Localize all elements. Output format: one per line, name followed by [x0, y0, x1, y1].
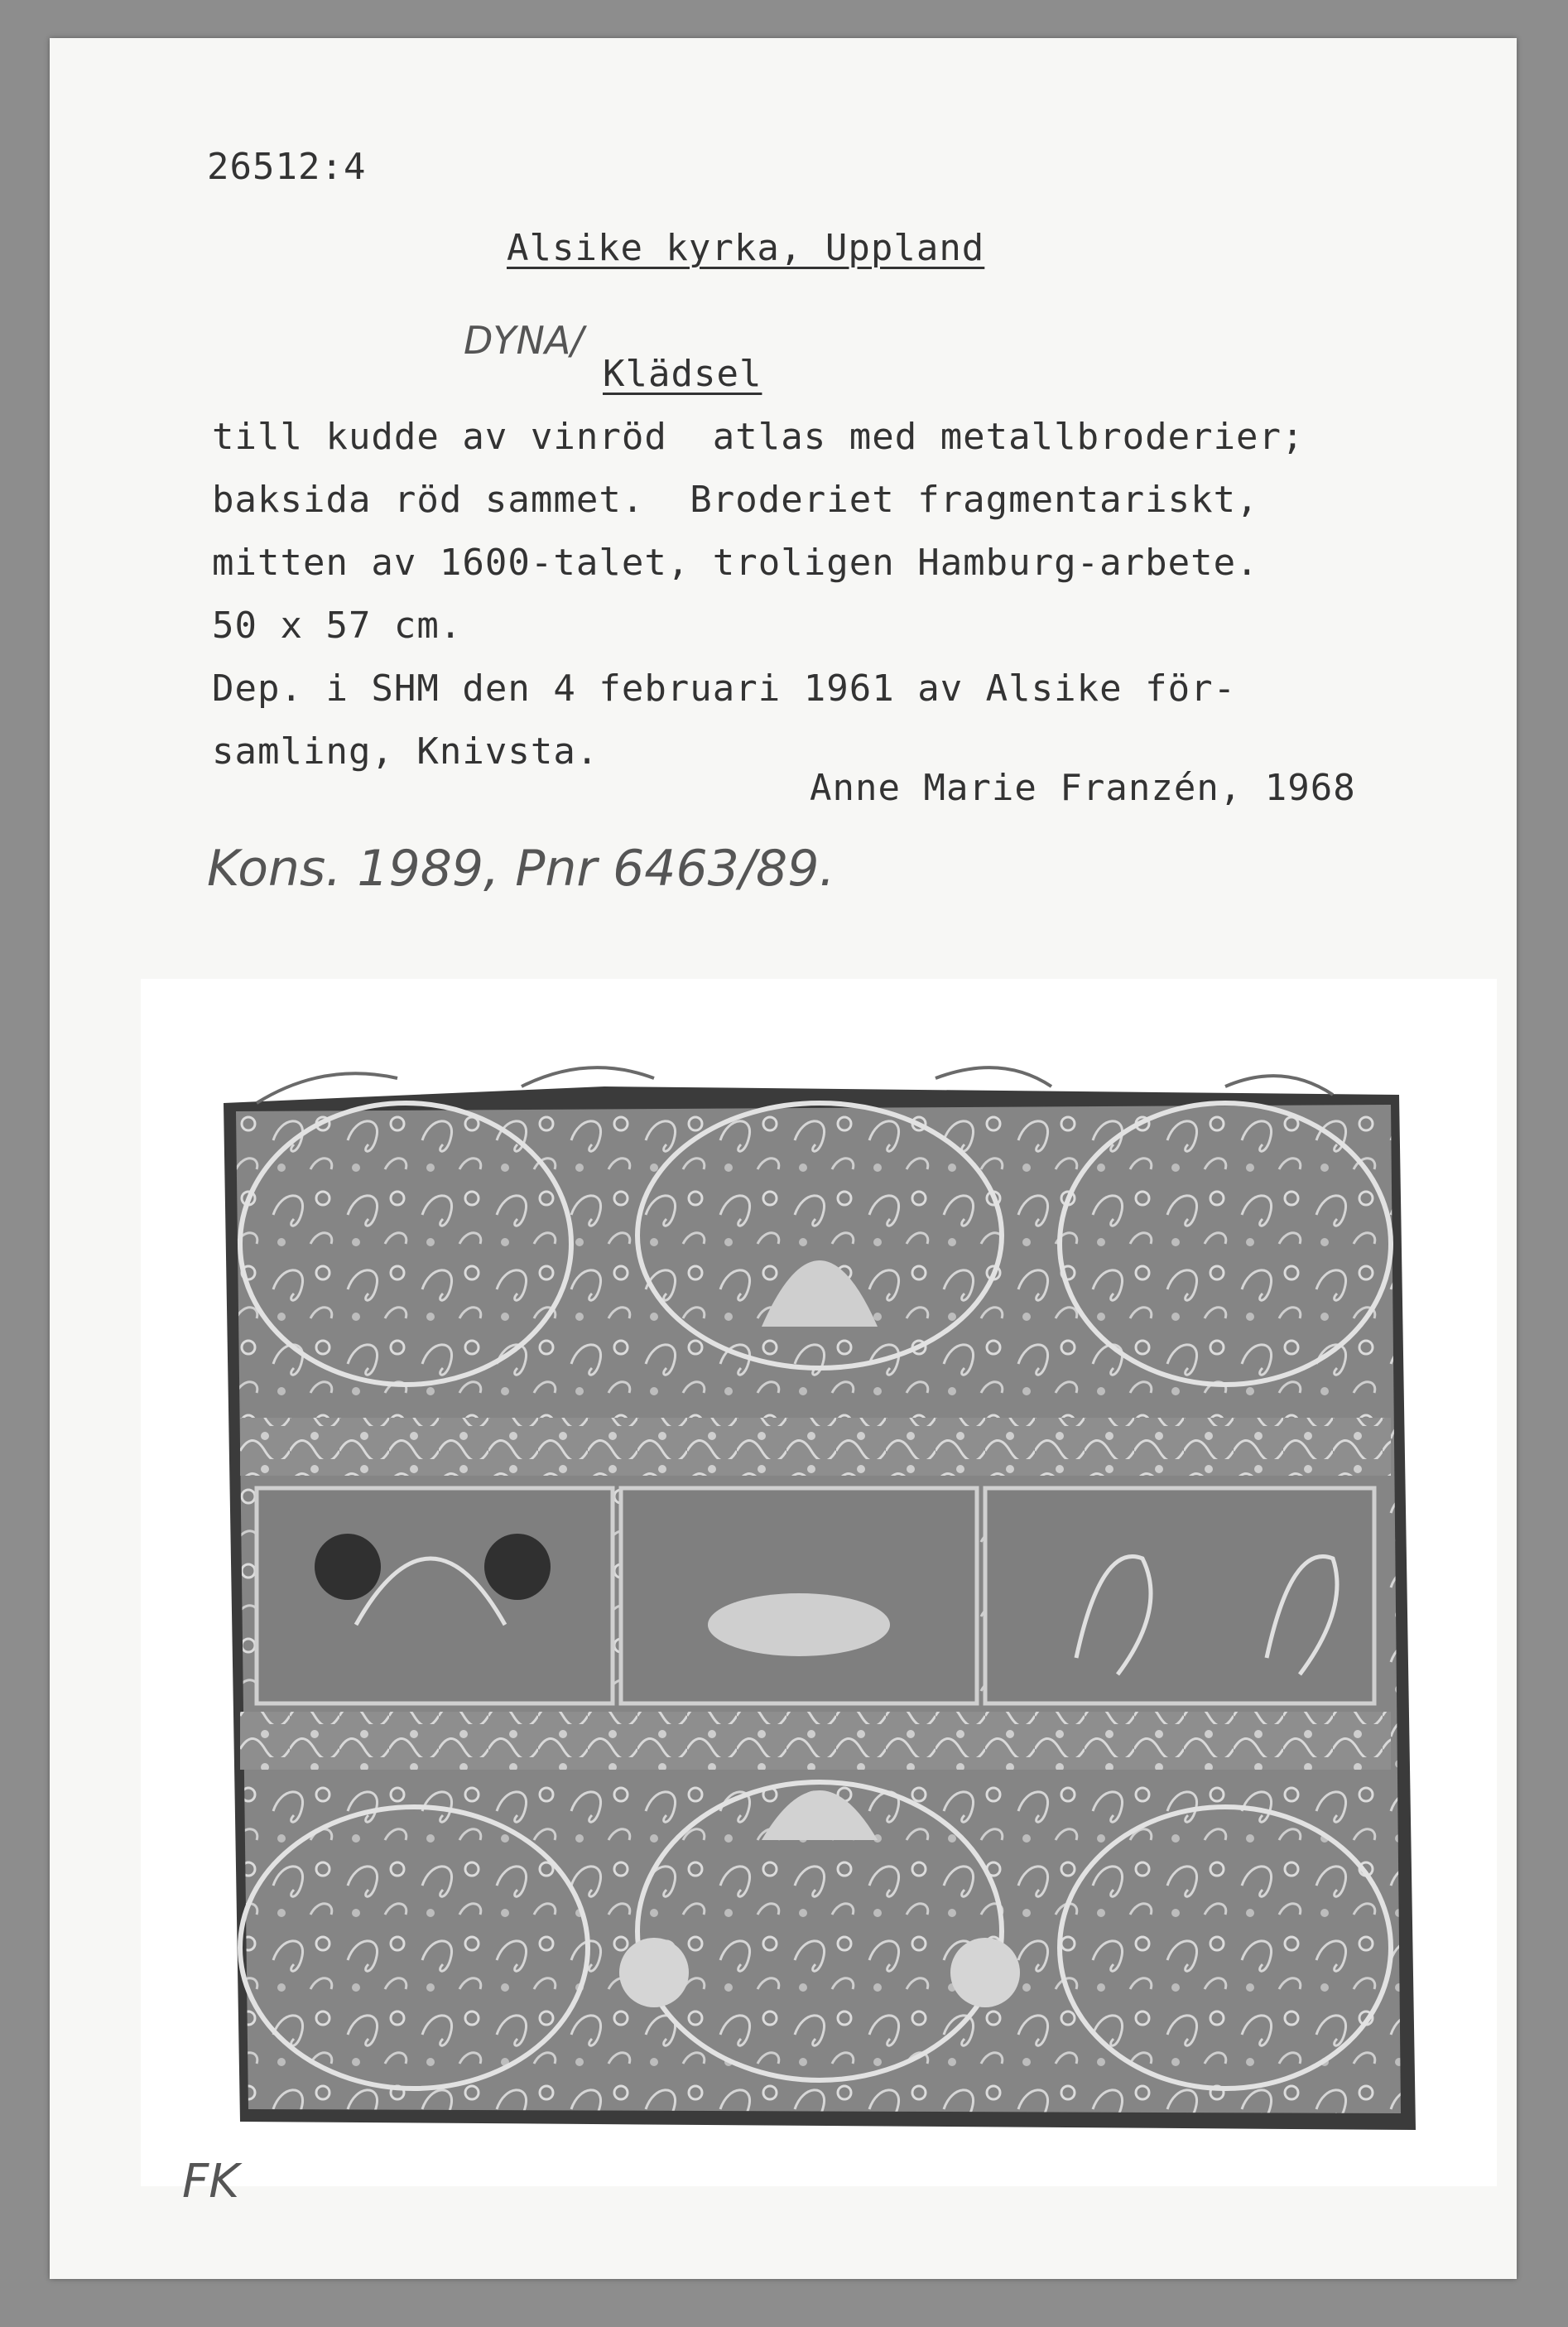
textile-photo — [190, 1029, 1449, 2138]
description-line: baksida röd sammet. Broderiet fragmentariskt, — [212, 479, 1259, 521]
description-line: till kudde av vinröd atlas med metallbroderier; — [212, 416, 1305, 458]
handwritten-prefix: DYNA/ — [464, 318, 584, 363]
location-heading: Alsike kyrka, Uppland — [507, 227, 985, 269]
catalog-card — [50, 38, 1517, 2279]
description-line: mitten av 1600-talet, troligen Hamburg-arbete. — [212, 542, 1259, 584]
description-line: 50 x 57 cm. — [212, 605, 463, 647]
description-line: samling, Knivsta. — [212, 730, 599, 773]
object-name: Klädsel — [603, 353, 762, 395]
author-signature: Anne Marie Franzén, 1968 — [810, 767, 1356, 809]
catalog-number: 26512:4 — [207, 146, 367, 188]
photo-mount — [141, 979, 1497, 2186]
handwritten-note: Kons. 1989, Pnr 6463/89. — [207, 840, 835, 898]
handwritten-initials: FK — [182, 2155, 239, 2209]
description-line: Dep. i SHM den 4 februari 1961 av Alsike för- — [212, 667, 1237, 710]
